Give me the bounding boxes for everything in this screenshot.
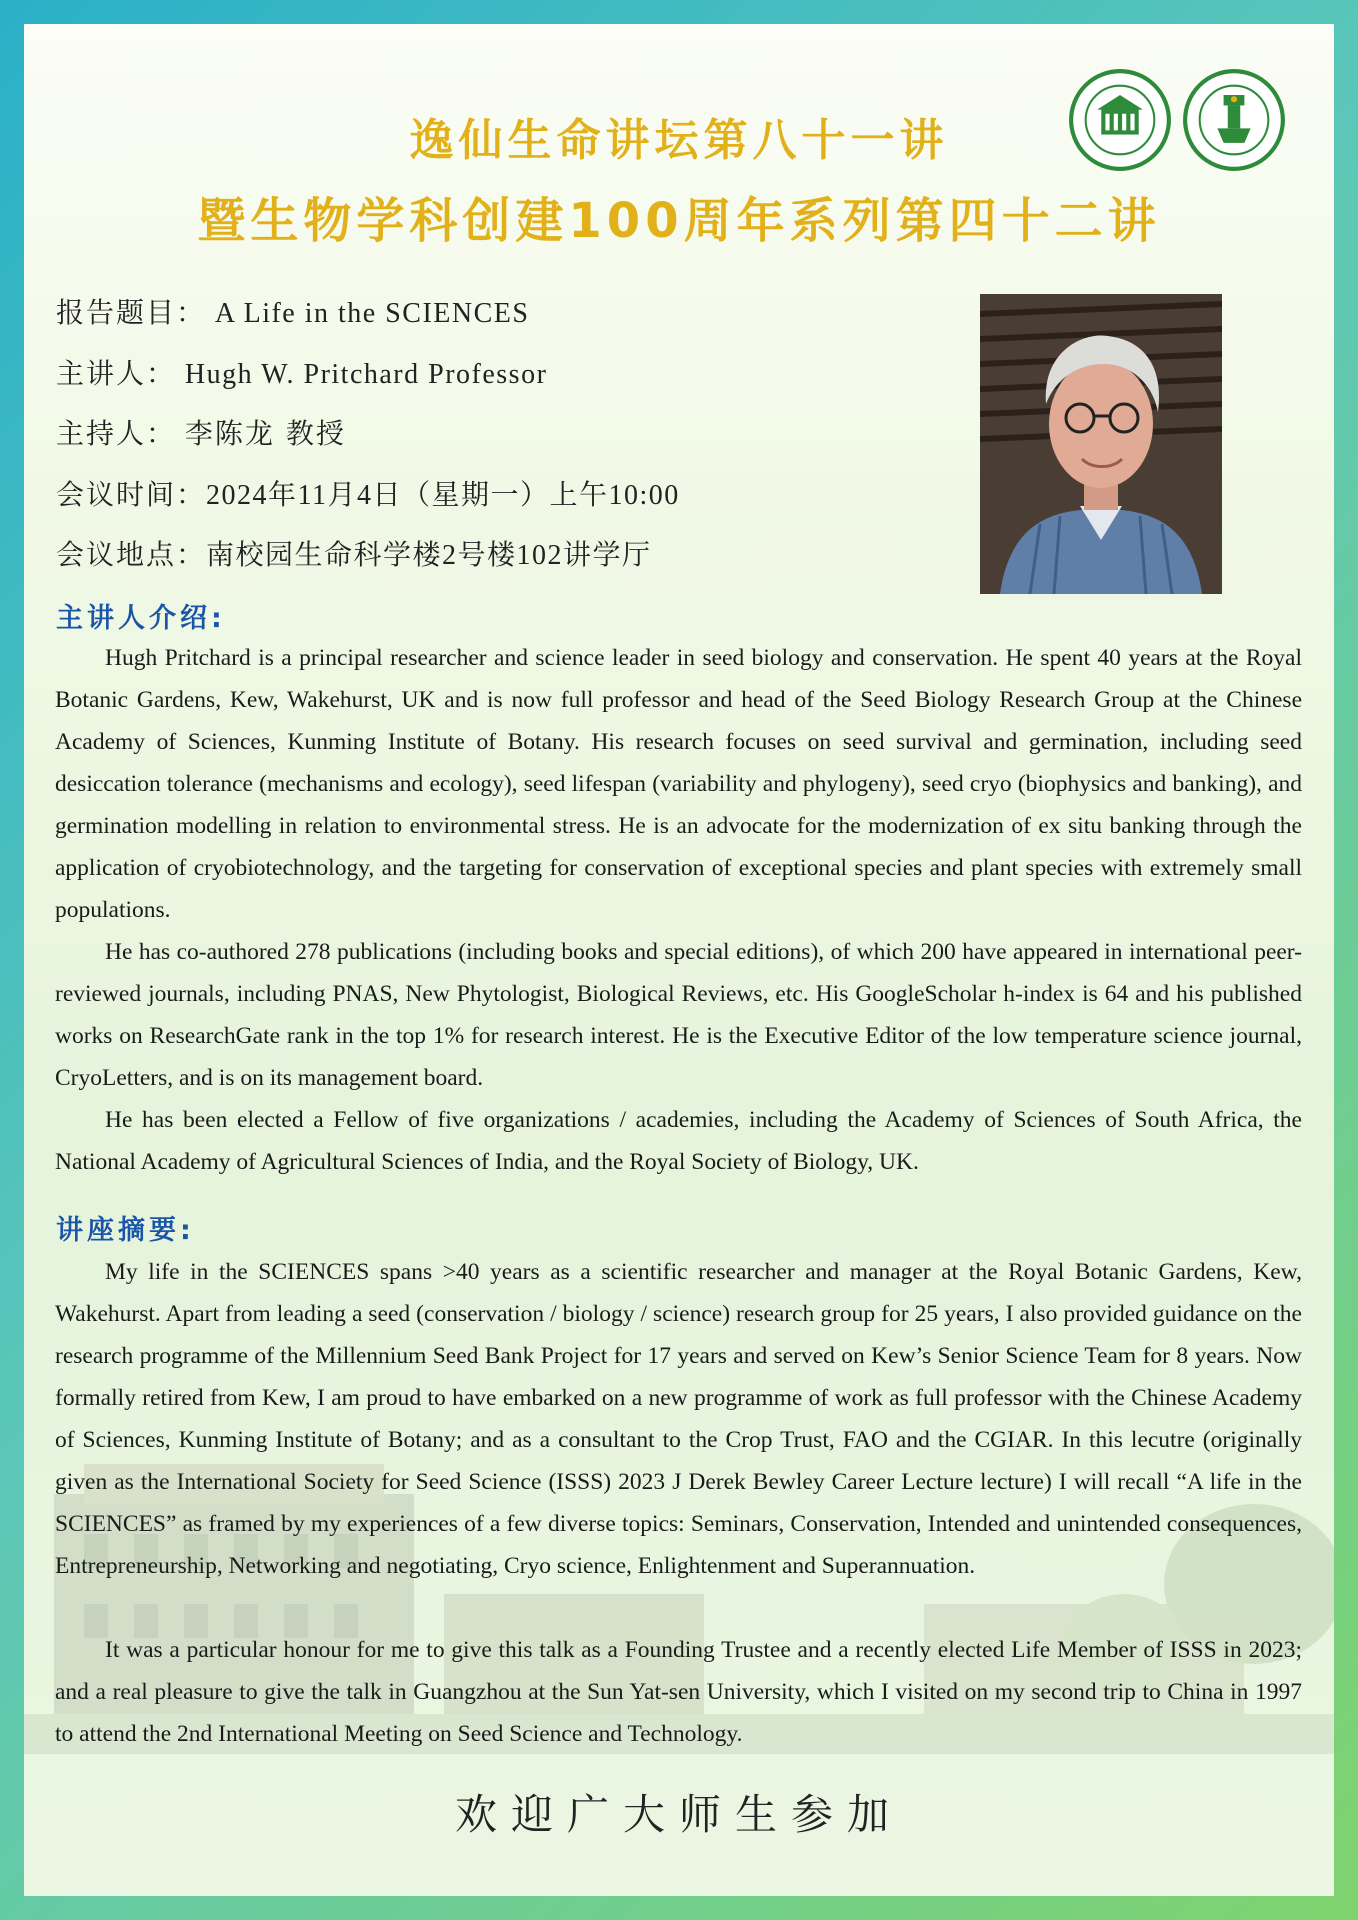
welcome-text: 欢迎广大师生参加: [454, 1790, 903, 1839]
bio-paragraph: He has been elected a Fellow of five organizations / academies, including the Academy of Sciences of South Africa, the National Academy of Agricultural Sciences of India, and the Royal Society of Biology, UK.: [55, 1107, 1302, 1175]
bio-paragraph: He has co-authored 278 publications (including books and special editions), of which 200 have appeared in international peer-reviewed journals, including PNAS, New Phytologist, Biological Reviews, etc. His GoogleScholar h-index is 64 and his published works on ResearchGate rank in the top 1% for research interest. He is the Executive Editor of the low temperature science journal, CryoLetters, and is on its management board.: [55, 939, 1302, 1091]
speaker-photo: [980, 294, 1222, 594]
bio-paragraph: Hugh Pritchard is a principal researcher and science leader in seed biology and conservation. He spent 40 years at the Royal Botanic Gardens, Kew, Wakehurst, UK and is now full professor and head of the Seed Biology Research Group at the Chinese Academy of Sciences, Kunming Institute of Botany. His research focuses on seed survival and germination, including seed desiccation tolerance (mechanisms and ecology), seed lifespan (variability and phylogeny), seed cryo (biophysics and banking), and germination modelling in relation to environmental stress. He is an advocate for the modernization of ex situ banking through the application of cryobiotechnology, and the targeting for conservation of exceptional species and plant species with extremely small populations.: [55, 645, 1302, 923]
abstract-heading: 讲座摘要:: [56, 1215, 195, 1246]
abstract-paragraph: My life in the SCIENCES spans >40 years as a scientific researcher and manager at the Royal Botanic Gardens, Kew, Wakehurst. Apart from leading a seed (conservation / biology / science) research group for 25 years, I also provided guidance on the research programme of the Millennium Seed Bank Project for 17 years and served on Kew’s Senior Science Team for 8 years. Now formally retired from Kew, I am proud to have embarked on a new programme of work as full professor with the Chinese Academy of Sciences, Kunming Institute of Botany; and as a consultant to the Crop Trust, FAO and the CGIAR. In this lecutre (originally given as the International Society for Seed Science (ISSS) 2023 J Derek Bewley Career Lecture lecture) I will recall “A life in the SCIENCES” as framed by my experiences of a few diverse topics: Seminars, Conservation, Intended and unintended consequences, Entrepreneurship, Networking and negotiating, Cryo science, Enlightenment and Superannuation.: [55, 1259, 1302, 1579]
abstract-paragraph: It was a particular honour for me to give this talk as a Founding Trustee and a recently elected Life Member of ISSS in 2023; and a real pleasure to give the talk in Guangzhou at the Sun Yat-sen University, which I visited on my second trip to China in 1997 to attend the 2nd International Meeting on Seed Science and Technology.: [55, 1637, 1302, 1747]
info-row-venue: [56, 530, 680, 591]
host-label: 主持人：: [56, 417, 177, 450]
topic-value: A Life in the SCIENCES: [214, 298, 530, 329]
time-value: 2024年11月4日（星期一）上午10:00: [206, 479, 680, 511]
info-row-host: [56, 409, 680, 470]
poster: [24, 24, 1334, 1896]
venue-value: 南校园生命科学楼2号楼102讲学厅: [206, 540, 652, 571]
time-label: 会议时间：: [56, 477, 207, 511]
host-value: 李陈龙 教授: [184, 417, 346, 450]
topic-label: 报告题目：: [56, 296, 207, 329]
speaker-label: 主讲人：: [56, 356, 177, 390]
info-row-time: [56, 470, 680, 531]
info-row-topic: [56, 288, 680, 349]
event-subtitle: 暨生物学科创建100周年系列第四十二讲: [197, 193, 1161, 249]
bio-heading: 主讲人介绍:: [56, 603, 226, 634]
speaker-value: Hugh W. Pritchard Professor: [184, 358, 548, 390]
info-row-speaker: [56, 349, 680, 410]
event-title: 逸仙生命讲坛第八十一讲: [409, 115, 949, 166]
venue-label: 会议地点：: [56, 538, 207, 571]
event-info: [56, 288, 680, 591]
